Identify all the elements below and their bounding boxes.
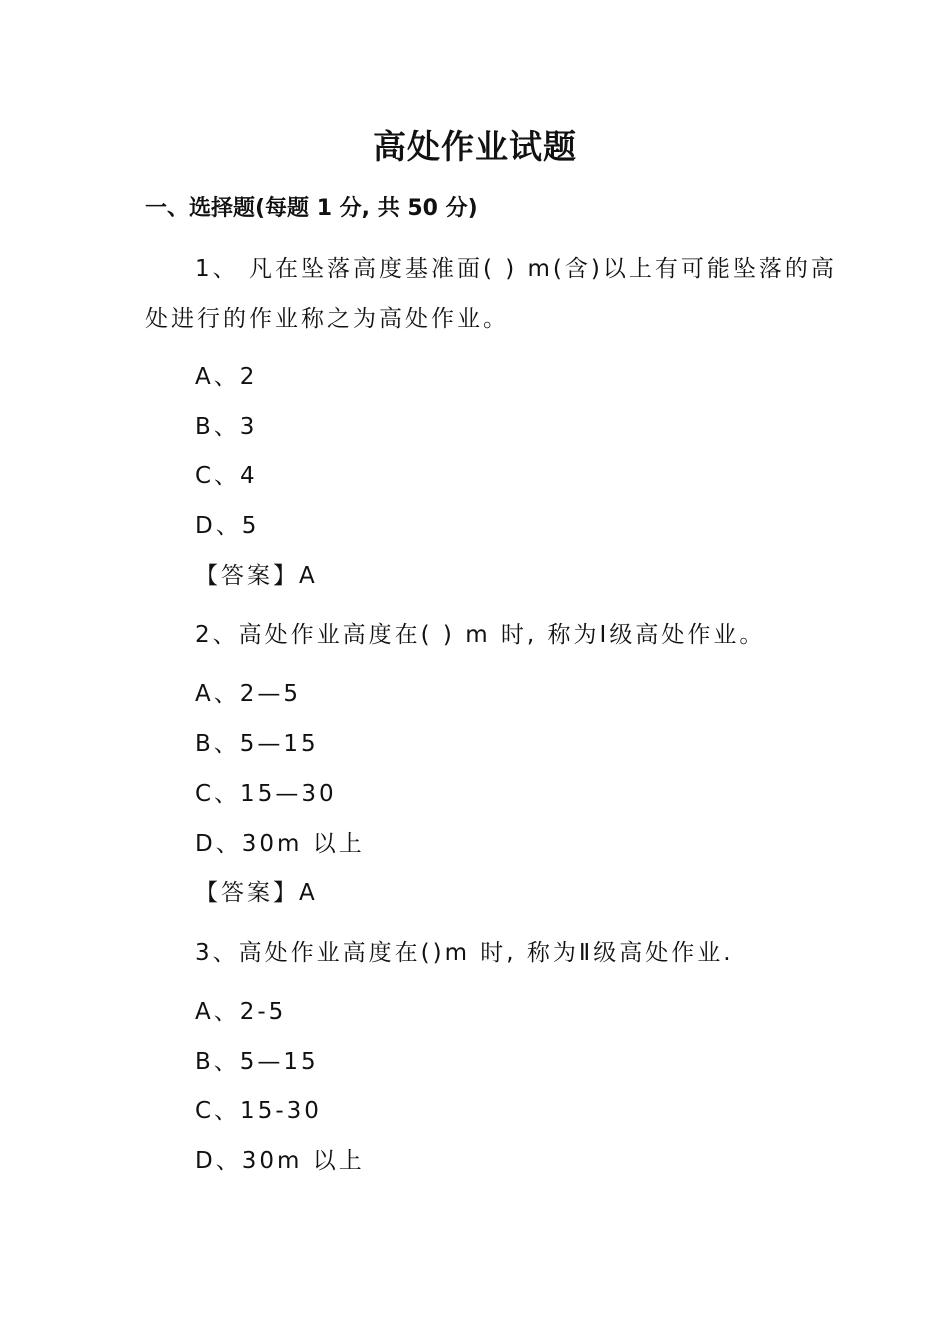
question-2-option-d: D、30m 以上 <box>195 831 365 857</box>
question-3-option-c: C、15-30 <box>195 1098 322 1124</box>
question-2-option-a: A、2—5 <box>195 681 302 707</box>
question-2-option-c: C、15—30 <box>195 781 337 807</box>
section-heading: 一、选择题(每题 1 分, 共 50 分) <box>145 196 478 221</box>
question-3-stem-line-1: 3、高处作业高度在()m 时, 称为Ⅱ级高处作业. <box>195 940 734 966</box>
question-1-option-c: C、4 <box>195 463 258 489</box>
question-1-stem-line-1: 1、 凡在坠落高度基准面( ) m(含)以上有可能坠落的高 <box>195 256 837 282</box>
document-title: 高处作业试题 <box>373 127 577 166</box>
question-1-option-a: A、2 <box>195 364 258 390</box>
question-3-option-d: D、30m 以上 <box>195 1148 365 1174</box>
question-2-answer: 【答案】A <box>195 880 318 906</box>
question-1-stem-line-2: 处进行的作业称之为高处作业。 <box>145 306 509 332</box>
question-2-option-b: B、5—15 <box>195 731 319 757</box>
question-3-option-b: B、5—15 <box>195 1049 319 1075</box>
question-3-option-a: A、2-5 <box>195 999 287 1025</box>
question-1-option-d: D、5 <box>195 513 260 539</box>
question-2-stem-line-1: 2、高处作业高度在( ) m 时, 称为Ⅰ级高处作业。 <box>195 622 766 648</box>
question-1-answer: 【答案】A <box>195 563 318 589</box>
question-1-option-b: B、3 <box>195 414 258 440</box>
